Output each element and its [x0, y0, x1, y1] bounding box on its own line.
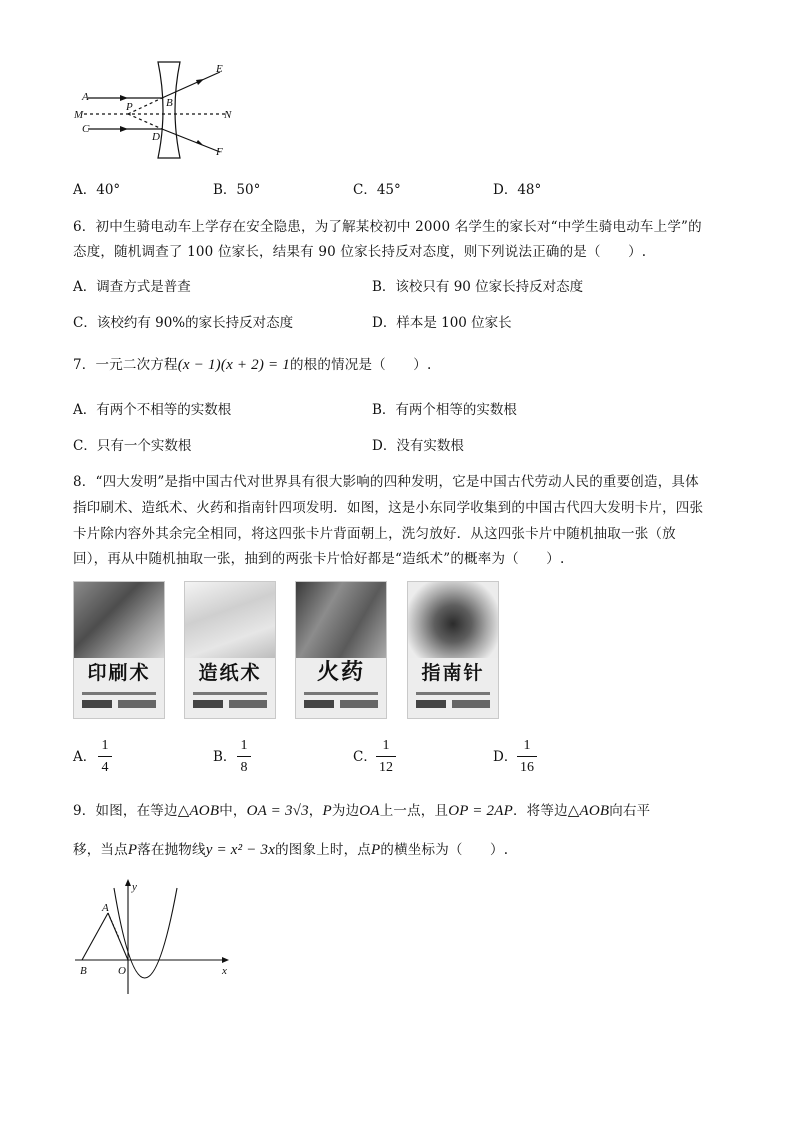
q8-option-c-fraction	[376, 737, 396, 776]
q8-line-2: 指印刷术、造纸术、火药和指南针四项发明．如图，这是小东同学收集到的中国古代四大发明卡片，四张	[73, 500, 704, 516]
card-paper	[184, 581, 276, 719]
card-title-compass: 指南针	[421, 662, 485, 684]
q7-stem	[73, 353, 431, 374]
label-p: P	[126, 101, 133, 113]
label-a: A	[82, 91, 89, 103]
q5-option-d: D．48°	[493, 182, 542, 198]
q6-line-1: 6．初中生骑电动车上学存在安全隐患，为了解某校初中 2000 名学生的家长对“中学生骑电动车上学”的	[73, 219, 702, 235]
label-d: D	[152, 131, 160, 143]
q6-option-b: B．该校只有 90 位家长持反对态度	[372, 279, 584, 295]
q8-line-4: 回），再从中随机抽取一张，抽到的两张卡片恰好都是“造纸术”的概率为（ ）.	[73, 551, 565, 567]
q9-point-p-2: P	[127, 842, 138, 858]
q8-option-b-letter: B．	[213, 749, 237, 765]
q8-a-numerator: 1	[101, 738, 109, 753]
q8-line-1: 8．“四大发明”是指中国古代对世界具有很大影响的四种发明，它是中国古代劳动人民的重要创造，具体	[73, 474, 699, 490]
label-n: N	[224, 109, 232, 121]
q8-a-denominator: 4	[101, 760, 109, 775]
q5-option-b: B．50°	[213, 182, 261, 198]
q9-op-relation: OP = 2AP	[448, 803, 513, 819]
q9-segment-oa: OA	[359, 803, 380, 819]
card-title-paper: 造纸术	[198, 662, 262, 684]
graph-x-label: x	[222, 965, 227, 977]
q8-d-denominator: 16	[520, 760, 534, 775]
q9-parabola: y = x² − 3x	[205, 842, 276, 858]
card-image-compass	[408, 582, 498, 658]
q7-prefix: 7．一元二次方程	[73, 357, 178, 373]
q8-option-b-fraction	[237, 737, 251, 776]
q9-triangle-2: △AOB	[567, 803, 610, 819]
q9-text-1e: 上一点，且	[379, 803, 449, 819]
q9-triangle-1: △AOB	[177, 803, 220, 819]
q7-option-d: D．没有实数根	[372, 438, 464, 454]
q8-c-numerator: 1	[382, 738, 390, 753]
q9-text-2a: 移，当点	[73, 842, 128, 858]
q7-equation: (x − 1)(x + 2) = 1	[177, 357, 290, 373]
q7-option-a: A．有两个不相等的实数根	[73, 402, 232, 418]
lens-figure	[70, 60, 240, 165]
q9-point-p-3: P	[371, 842, 381, 858]
q8-d-numerator: 1	[523, 738, 531, 753]
q5-option-c: C．45°	[353, 182, 401, 198]
q9-text-1b: 中，	[219, 803, 247, 819]
q7-suffix: 的根的情况是（ ）.	[289, 357, 432, 373]
q8-b-numerator: 1	[240, 738, 248, 753]
label-e: E	[216, 63, 223, 75]
concave-lens	[158, 62, 180, 158]
card-printing	[73, 581, 165, 719]
parabola-graph	[72, 878, 237, 998]
card-title-printing: 印刷术	[87, 662, 151, 684]
card-gunpowder	[295, 581, 387, 719]
graph-point-o: O	[118, 965, 126, 977]
card-compass	[407, 581, 499, 719]
q8-option-d-letter: D．	[493, 749, 518, 765]
q9-text-2b: 落在抛物线	[137, 842, 206, 858]
q8-option-c-letter: C．	[353, 749, 377, 765]
graph-y-label: y	[132, 881, 137, 893]
graph-point-a: A	[102, 902, 109, 914]
label-c: C	[82, 123, 90, 135]
q9-text-1g: 向右平	[609, 803, 651, 819]
q9-line-2	[73, 838, 508, 859]
q8-line-3: 卡片除内容外其余完全相同，将这四张卡片背面朝上，洗匀放好．从这四张卡片中随机抽取一张（放	[73, 526, 676, 542]
label-m: M	[74, 109, 84, 121]
q6-line-2: 态度，随机调查了 100 位家长，结果有 90 位家长持反对态度，则下列说法正确的是（ ）.	[73, 244, 647, 260]
q9-text-1a: 9．如图，在等边	[73, 803, 178, 819]
q7-option-c: C．只有一个实数根	[73, 438, 192, 454]
graph-point-b: B	[80, 965, 87, 977]
q8-option-a-letter: A．	[73, 749, 97, 765]
q8-c-denominator: 12	[379, 760, 393, 775]
q9-text-1c: ，	[308, 803, 323, 819]
q9-line-1	[73, 799, 650, 820]
q9-text-2c: 的图象上时，点	[275, 842, 372, 858]
q8-option-d-fraction	[517, 737, 537, 776]
q7-option-b: B．有两个相等的实数根	[372, 402, 517, 418]
label-b: B	[166, 97, 173, 109]
card-image-paper	[185, 582, 275, 658]
card-image-gunpowder	[296, 582, 386, 658]
q6-option-c: C．该校约有 90%的家长持反对态度	[73, 315, 294, 331]
q8-b-denominator: 8	[240, 760, 248, 775]
q9-text-1f: ．将等边	[512, 803, 568, 819]
card-image-printing	[74, 582, 164, 658]
card-title-gunpowder: 火药	[316, 660, 365, 685]
q9-oa-value: OA = 3√3	[246, 803, 309, 819]
q8-option-a-fraction	[98, 737, 112, 776]
q5-option-a: A．40°	[73, 182, 121, 198]
q6-option-d: D．样本是 100 位家长	[372, 315, 512, 331]
label-f: F	[216, 146, 223, 158]
q9-text-1d: 为边	[331, 803, 360, 819]
q9-text-2d: 的横坐标为（ ）.	[380, 842, 509, 858]
q9-point-p-1: P	[322, 803, 332, 819]
q6-option-a: A．调查方式是普查	[73, 279, 191, 295]
